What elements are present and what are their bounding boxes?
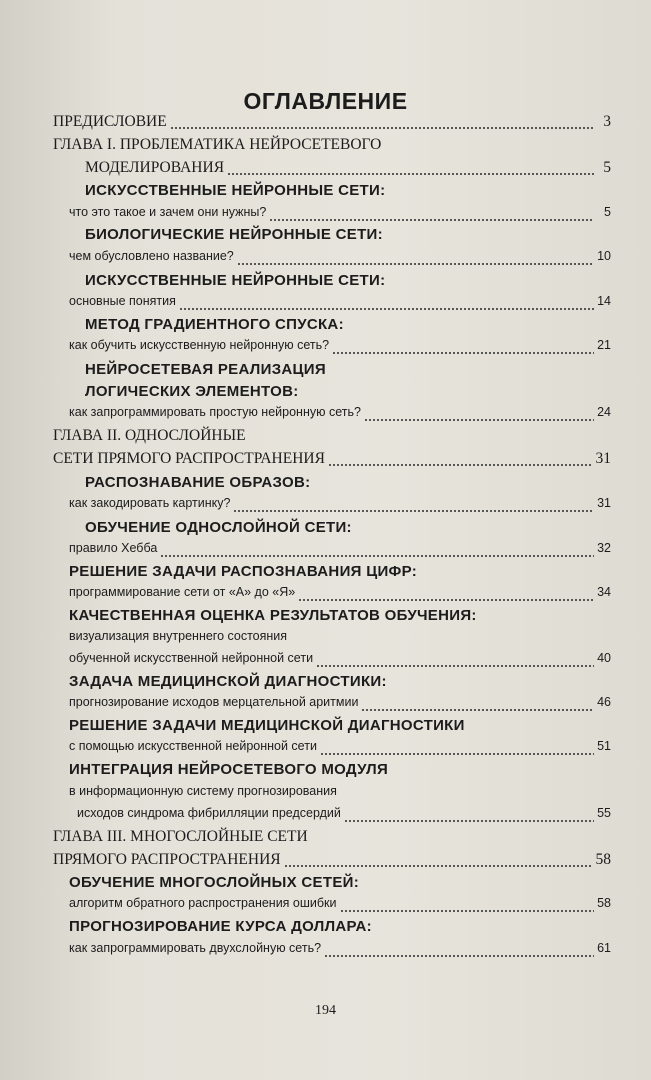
leader-dots	[316, 664, 594, 668]
toc-entry	[69, 541, 611, 563]
leader-dots	[269, 218, 594, 222]
toc-entry-text: ИНТЕГРАЦИЯ НЕЙРОСЕТЕВОГО МОДУЛЯ	[69, 761, 389, 778]
toc-entry-text: ИСКУССТВЕННЫЕ НЕЙРОННЫЕ СЕТИ:	[85, 272, 386, 289]
toc-entry-text: ПРЕДИСЛОВИЕ	[53, 113, 167, 130]
page-title: ОГЛАВЛЕНИЕ	[243, 88, 408, 114]
toc-entry	[69, 695, 611, 717]
toc-section-title	[85, 226, 383, 248]
toc-entry-text: РАСПОЗНАВАНИЕ ОБРАЗОВ:	[85, 474, 311, 491]
toc-entry	[69, 585, 611, 607]
toc-entry-text: в информационную систему прогнозирования	[69, 784, 337, 798]
toc-entry-text: программирование сети от «А» до «Я»	[69, 585, 296, 599]
toc-entry	[53, 450, 611, 472]
toc-entry-text: исходов синдрома фибрилляции предсердий	[77, 806, 341, 820]
toc-entry-text: с помощью искусственной нейронной сети	[69, 739, 317, 753]
toc-entry	[69, 294, 611, 316]
toc-entry-preface	[53, 113, 611, 135]
leader-dots	[227, 172, 594, 176]
toc-section-title	[85, 383, 299, 405]
toc-entry	[69, 249, 611, 271]
toc-entry	[77, 806, 611, 828]
toc-entry-continued	[69, 784, 337, 806]
toc-section-title	[85, 316, 344, 338]
leader-dots	[364, 418, 594, 422]
toc-section-title	[85, 361, 326, 383]
toc-entry-text: алгоритм обратного распространения ошибки	[69, 896, 337, 910]
leader-dots	[179, 307, 594, 311]
toc-entry-text: НЕЙРОСЕТЕВАЯ РЕАЛИЗАЦИЯ	[85, 361, 326, 378]
toc-entry	[85, 159, 611, 181]
leader-dots	[284, 864, 593, 868]
toc-page-number: 3	[603, 113, 611, 130]
leader-dots	[170, 126, 594, 130]
toc-entry-text: правило Хебба	[69, 541, 158, 555]
toc-section-title	[69, 717, 465, 739]
toc-section-title	[69, 874, 359, 896]
toc-chapter-title	[53, 427, 246, 449]
toc-entry	[69, 896, 611, 918]
toc-entry-text: обученной искусственной нейронной сети	[69, 651, 314, 665]
toc-page-number: 61	[597, 941, 611, 955]
leader-dots	[332, 351, 594, 355]
toc-entry-text: МОДЕЛИРОВАНИЯ	[85, 159, 225, 176]
toc-entry-text: СЕТИ ПРЯМОГО РАСПРОСТРАНЕНИЯ	[53, 450, 325, 467]
toc-page-number: 14	[597, 294, 611, 308]
toc-section-title	[85, 182, 385, 204]
toc-entry	[69, 941, 611, 963]
page-number: 194	[315, 1003, 336, 1018]
toc-chapter-title	[53, 136, 381, 158]
toc-page-number: 10	[597, 249, 611, 263]
leader-dots	[233, 509, 594, 513]
toc-entry-text: что это такое и зачем они нужны?	[69, 205, 267, 219]
toc-entry-text: ОБУЧЕНИЕ ОДНОСЛОЙНОЙ СЕТИ:	[85, 519, 352, 536]
toc-page-number: 5	[604, 205, 611, 219]
toc-entry-text: РЕШЕНИЕ ЗАДАЧИ МЕДИЦИНСКОЙ ДИАГНОСТИКИ	[69, 717, 465, 734]
toc-page-number: 58	[595, 851, 611, 868]
toc-section-title	[85, 519, 352, 541]
toc-entry-text: ИСКУССТВЕННЫЕ НЕЙРОННЫЕ СЕТИ:	[85, 182, 386, 199]
toc-entry-text: основные понятия	[69, 294, 176, 308]
toc-section-title	[69, 607, 477, 629]
leader-dots	[361, 708, 594, 712]
toc-entry-text: МЕТОД ГРАДИЕНТНОГО СПУСКА:	[85, 316, 344, 333]
toc-page-number: 5	[603, 159, 611, 176]
toc-page-number: 46	[597, 695, 611, 709]
toc-section-title	[85, 474, 310, 496]
toc-entry-text: КАЧЕСТВЕННАЯ ОЦЕНКА РЕЗУЛЬТАТОВ ОБУЧЕНИЯ:	[69, 607, 477, 624]
toc-page-number: 58	[597, 896, 611, 910]
toc-page-number: 21	[597, 338, 611, 352]
toc-entry	[53, 851, 611, 873]
toc-page-number: 40	[597, 651, 611, 665]
leader-dots	[324, 954, 594, 958]
toc-entry-text: как закодировать картинку?	[69, 496, 231, 510]
toc-section-title	[69, 918, 372, 940]
toc-section-title	[85, 272, 385, 294]
toc-page-number: 51	[597, 739, 611, 753]
toc-entry-text: как запрограммировать простую нейронную сеть?	[69, 405, 361, 419]
toc-page-number: 55	[597, 806, 611, 820]
toc-entry	[69, 338, 611, 360]
toc-entry-text: ГЛАВА III. МНОГОСЛОЙНЫЕ СЕТИ	[53, 828, 308, 845]
leader-dots	[298, 598, 594, 602]
toc-entry	[69, 739, 611, 761]
toc-entry	[69, 496, 611, 518]
leader-dots	[160, 554, 594, 558]
toc-entry-text: ПРЯМОГО РАСПРОСТРАНЕНИЯ	[53, 851, 281, 868]
toc-page-number: 34	[597, 585, 611, 599]
toc-section-title	[69, 563, 417, 585]
leader-dots	[328, 463, 593, 467]
toc-entry-text: ЗАДАЧА МЕДИЦИНСКОЙ ДИАГНОСТИКИ:	[69, 673, 387, 690]
toc-entry-continued	[69, 629, 287, 651]
toc-entry-text: БИОЛОГИЧЕСКИЕ НЕЙРОННЫЕ СЕТИ:	[85, 226, 383, 243]
leader-dots	[340, 909, 595, 913]
toc-section-title	[69, 673, 387, 695]
toc-entry-text: визуализация внутреннего состояния	[69, 629, 288, 643]
toc-entry	[69, 205, 611, 227]
toc-entry-text: РЕШЕНИЕ ЗАДАЧИ РАСПОЗНАВАНИЯ ЦИФР:	[69, 563, 418, 580]
toc-chapter-title	[53, 828, 308, 850]
leader-dots	[320, 752, 594, 756]
toc-section-title	[69, 761, 388, 783]
toc-entry-text: ПРОГНОЗИРОВАНИЕ КУРСА ДОЛЛАРА:	[69, 918, 372, 935]
toc-entry-text: ГЛАВА I. ПРОБЛЕМАТИКА НЕЙРОСЕТЕВОГО	[53, 136, 382, 153]
toc-page-number: 31	[597, 496, 611, 510]
leader-dots	[344, 819, 594, 823]
toc-entry-text: как обучить искусственную нейронную сеть?	[69, 338, 330, 352]
toc-entry-text: чем обусловлено название?	[69, 249, 234, 263]
toc-entry-text: ГЛАВА II. ОДНОСЛОЙНЫЕ	[53, 427, 246, 444]
toc-page-number: 32	[597, 541, 611, 555]
leader-dots	[237, 262, 594, 266]
toc-entry-text: как запрограммировать двухслойную сеть?	[69, 941, 322, 955]
toc-entry-text: ОБУЧЕНИЕ МНОГОСЛОЙНЫХ СЕТЕЙ:	[69, 874, 360, 891]
toc-entry	[69, 405, 611, 427]
toc-entry-text: прогнозирование исходов мерцательной аритмии	[69, 695, 359, 709]
toc-entry	[69, 651, 611, 673]
toc-page-number: 24	[597, 405, 611, 419]
toc-page-number: 31	[595, 450, 611, 467]
toc-entry-text: ЛОГИЧЕСКИХ ЭЛЕМЕНТОВ:	[85, 383, 299, 400]
